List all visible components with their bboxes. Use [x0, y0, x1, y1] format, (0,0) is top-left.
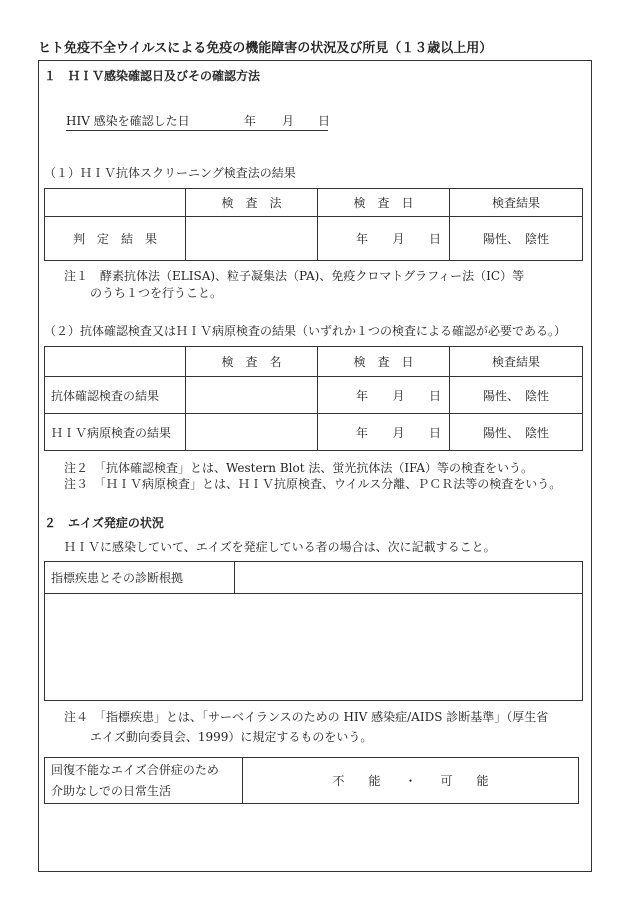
screening-header-date: 検 査 日 [318, 189, 450, 217]
antibody-result-cell[interactable]: 陽性、 陰性 [450, 377, 583, 414]
screening-result-cell[interactable]: 陽性、 陰性 [450, 217, 583, 261]
screening-header-method: 検 査 法 [186, 189, 318, 217]
antibody-name-cell[interactable] [186, 377, 318, 414]
section2-heading: ２ エイズ発症の状況 [44, 516, 164, 530]
daily-life-value[interactable]: 不 能 ・ 可 能 [243, 758, 579, 804]
confirm-month-label: 月 [282, 114, 295, 128]
note4-line2: エイズ動向委員会、1999）に規定するものをいう。 [90, 730, 373, 744]
antibody-row-label: 抗体確認検査の結果 [45, 377, 186, 414]
indicator-value-cell[interactable] [235, 562, 583, 594]
daily-life-table [44, 757, 579, 804]
indicator-detail-area[interactable] [45, 594, 583, 701]
confirmation-header-name: 検 査 名 [186, 347, 318, 377]
month-label: 月 [392, 425, 405, 440]
confirmation-table [44, 346, 583, 451]
note2: 注２ 「抗体確認検査」とは、Western Blot 法、蛍光抗体法（IFA）等の検査をいう。 [64, 461, 534, 475]
section2-intro: ＨＩＶに感染していて、エイズを発症している者の場合は、次に記載すること。 [64, 540, 496, 554]
confirm-date-label: HIV 感染を確認した日 [66, 114, 190, 128]
indicator-label: 指標疾患とその診断根拠 [45, 562, 235, 594]
day-label: 日 [428, 425, 441, 440]
note3: 注３ 「ＨＩＶ病原検査」とは、ＨＩＶ抗原検査、ウイルス分離、ＰＣＲ法等の検査をいう。 [64, 477, 562, 491]
confirmation-header-date: 検 査 日 [318, 347, 450, 377]
pathogen-result-cell[interactable]: 陽性、 陰性 [450, 414, 583, 451]
confirm-year-label: 年 [244, 114, 257, 128]
month-label: 月 [392, 388, 405, 403]
screening-method-cell[interactable] [186, 217, 318, 261]
screening-date-cell[interactable] [318, 217, 450, 261]
confirmation-header-empty [45, 347, 186, 377]
year-label: 年 [356, 388, 369, 403]
daily-life-label-line2: 介助なしでの日常生活 [51, 783, 172, 798]
confirmation-heading: （２）抗体確認検査又はＨＩＶ病原検査の結果（いずれか１つの検査による確認が必要である。） [44, 324, 567, 338]
note4-line1: 注４ 「指標疾患」とは、「サーベイランスのための HIV 感染症/AIDS 診断基準」（厚生省 [64, 710, 549, 724]
confirm-day-label: 日 [318, 114, 331, 128]
note1-line1: 注１ 酵素抗体法（ELISA)、粒子凝集法（PA)、免疫クロマトグラフィー法（IC）等 [64, 269, 525, 283]
page-title: ヒト免疫不全ウイルスによる免疫の機能障害の状況及び所見（１３歳以上用） [38, 41, 493, 56]
daily-life-label [45, 758, 243, 804]
antibody-date-cell[interactable] [318, 377, 450, 414]
month-label: 月 [392, 232, 405, 246]
screening-row-label: 判 定 結 果 [45, 217, 186, 261]
note1-line2: のうち１つを行うこと。 [90, 286, 223, 300]
day-label: 日 [428, 232, 441, 246]
screening-table [44, 188, 583, 261]
pathogen-date-cell[interactable] [318, 414, 450, 451]
pathogen-row-label: ＨＩＶ病原検査の結果 [45, 414, 186, 451]
confirm-date-line[interactable] [66, 112, 331, 131]
confirmation-header-result: 検査結果 [450, 347, 583, 377]
indicator-table [44, 561, 583, 701]
year-label: 年 [356, 232, 369, 246]
section1-heading: １ ＨＩＶ感染確認日及びその確認方法 [44, 69, 261, 83]
screening-heading: （１）ＨＩＶ抗体スクリーニング検査法の結果 [44, 166, 296, 180]
year-label: 年 [356, 425, 369, 440]
daily-life-label-line1: 回復不能なエイズ合併症のため [51, 762, 219, 777]
screening-header-empty [45, 189, 186, 217]
screening-header-result: 検査結果 [450, 189, 583, 217]
day-label: 日 [428, 388, 441, 403]
pathogen-name-cell[interactable] [186, 414, 318, 451]
